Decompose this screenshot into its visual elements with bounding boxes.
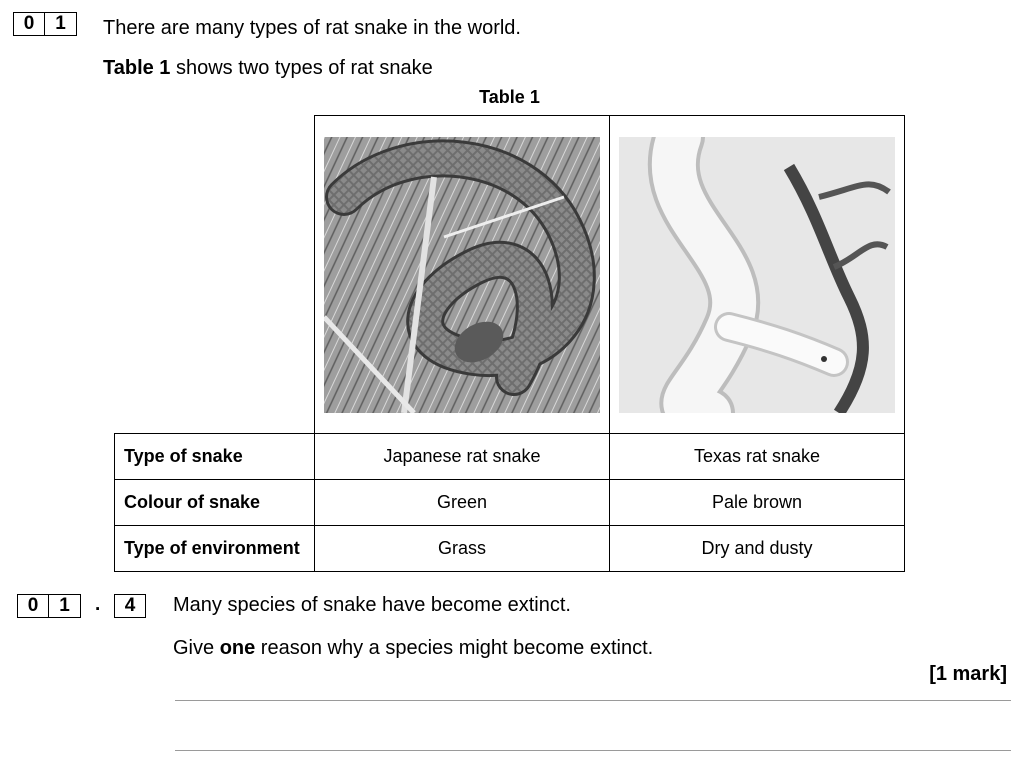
answer-line[interactable] [175,700,1011,701]
subquestion-part-box [114,594,146,618]
marks-label: [1 mark] [929,663,1007,685]
photo-cell [610,115,906,434]
subquestion-prompt [173,637,653,660]
question-number-box [13,12,77,36]
row-header: Type of environment [115,526,315,572]
table-cell: Japanese rat snake [315,434,610,480]
question-digit: 0 [17,594,49,618]
question-digit: 1 [49,594,81,618]
subquestion-dot: . [95,594,101,615]
subquestion-statement: Many species of snake have become extinct. [173,594,571,616]
question-digit: 4 [114,594,146,618]
table-cell: Grass [315,526,610,572]
table-reference [103,57,433,80]
prompt-after: reason why a species might become extinct. [255,637,654,659]
table-cell: Pale brown [610,480,905,526]
table-reference-bold: Table 1 [103,57,171,79]
table-reference-rest: shows two types of rat snake [170,57,433,79]
answer-line[interactable] [175,750,1011,751]
snake-table [114,433,905,572]
table-caption: Table 1 [479,87,540,107]
row-header: Type of snake [115,434,315,480]
table-cell: Texas rat snake [610,434,905,480]
row-header: Colour of snake [115,480,315,526]
japanese-rat-snake-photo [324,137,600,413]
table-cell: Dry and dusty [610,526,905,572]
subquestion-number-box [17,594,81,618]
prompt-before: Give [173,637,220,659]
table-row [115,434,905,480]
table-cell: Green [315,480,610,526]
prompt-bold: one [219,637,256,659]
table-row [115,526,905,572]
photo-row [314,115,905,434]
question-digit: 0 [13,12,45,36]
question-digit: 1 [45,12,77,36]
table-row [115,480,905,526]
question-intro: There are many types of rat snake in the world. [103,17,521,39]
texas-rat-snake-photo [619,137,895,413]
photo-cell [314,115,610,434]
